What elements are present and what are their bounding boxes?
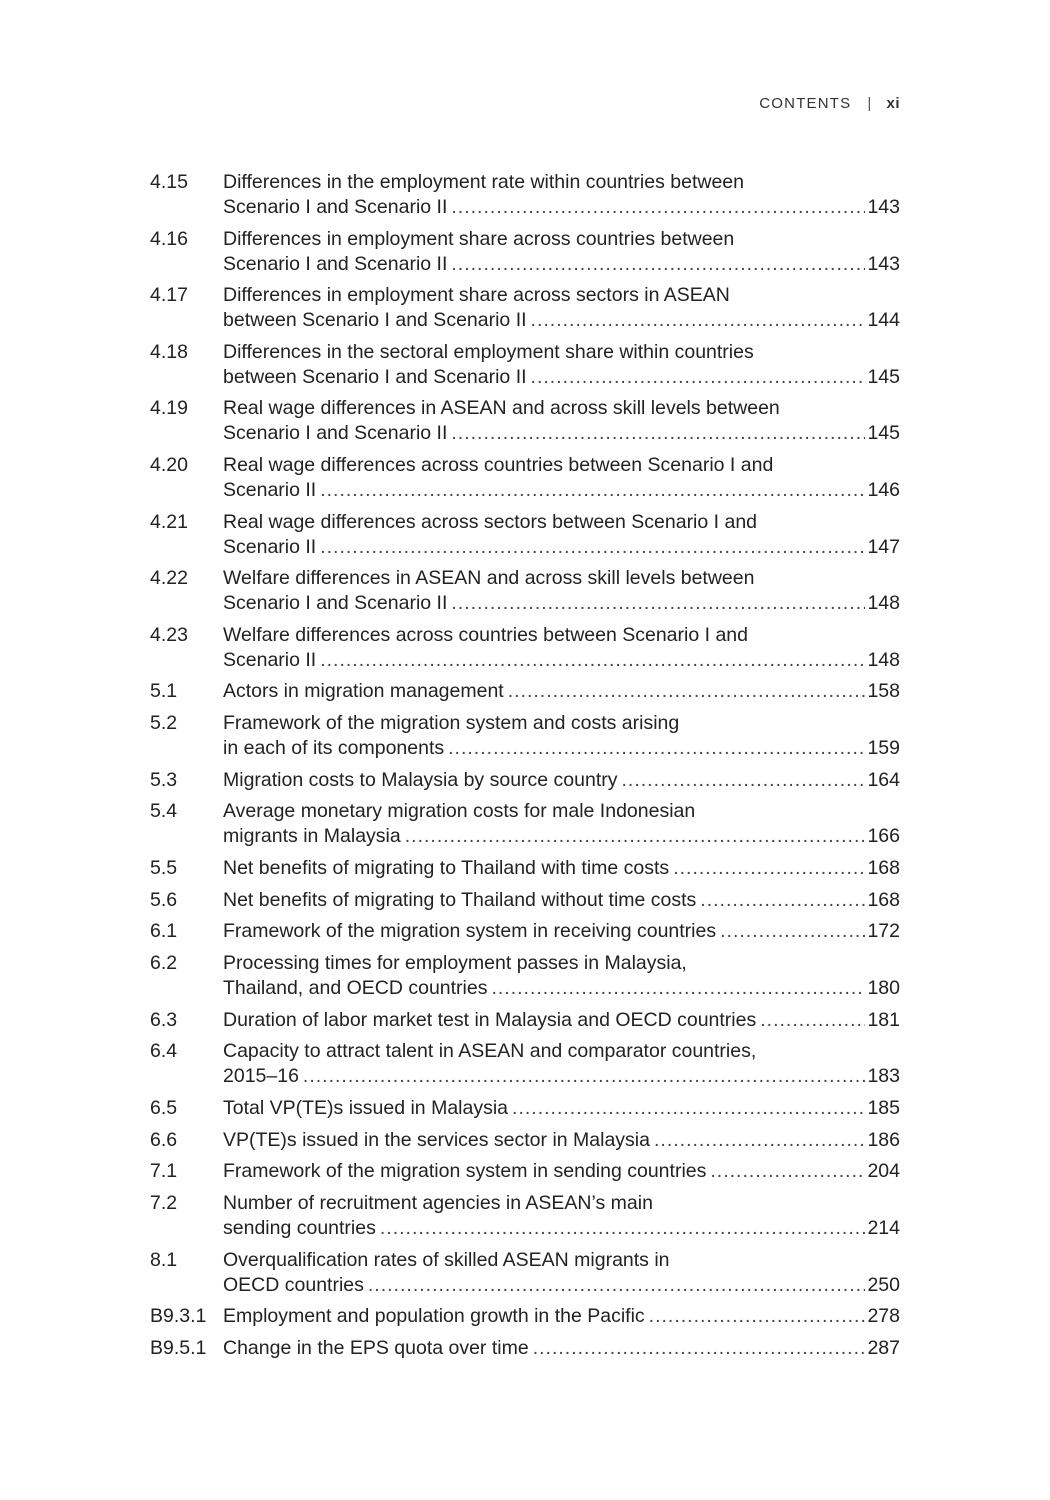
figure-title-text: Migration costs to Malaysia by source country: [223, 768, 618, 791]
figure-title-last-line: [223, 365, 900, 390]
dot-leader: [508, 679, 866, 704]
figure-title-text: OECD countries: [223, 1273, 364, 1296]
figure-number: 5.2: [150, 712, 178, 735]
toc-entry[interactable]: [150, 170, 900, 227]
figure-title-line: Differences in the sectoral employment share within countries: [223, 340, 754, 363]
figure-title-last-line: [223, 1064, 900, 1089]
figure-title-line: Average monetary migration costs for male Indonesian: [223, 800, 696, 823]
dot-leader: [448, 736, 865, 761]
entry-body: [223, 1096, 900, 1128]
figure-title-last-line: [223, 1273, 900, 1298]
page-reference[interactable]: 181: [867, 1008, 900, 1031]
dot-leader: [405, 824, 866, 849]
page-reference[interactable]: 164: [867, 768, 900, 791]
figure-title-last-line: [223, 919, 900, 944]
dot-leader: [531, 365, 866, 390]
dot-leader: [303, 1064, 866, 1089]
page-reference[interactable]: 278: [867, 1305, 900, 1328]
toc-entry[interactable]: [150, 1159, 900, 1191]
toc-entry[interactable]: [150, 510, 900, 567]
page-reference[interactable]: 186: [867, 1128, 900, 1151]
entry-body: [223, 340, 900, 397]
entry-body: [223, 1191, 900, 1248]
figure-title-last-line: [223, 976, 900, 1001]
page-reference[interactable]: 144: [867, 309, 900, 332]
figure-number: 6.4: [150, 1040, 178, 1063]
dot-leader: [649, 1304, 866, 1329]
page-reference[interactable]: 146: [867, 478, 900, 501]
figure-number: 6.3: [150, 1008, 178, 1031]
figure-number: 4.20: [150, 453, 188, 476]
toc-entry[interactable]: [150, 1008, 900, 1040]
figure-title-last-line: [223, 1159, 900, 1184]
figure-number: 6.6: [150, 1128, 178, 1151]
entry-body: [223, 1336, 900, 1368]
figure-number: 4.19: [150, 397, 188, 420]
dot-leader: [531, 308, 866, 333]
toc-entry[interactable]: [150, 1191, 900, 1248]
entry-body: [223, 1248, 900, 1305]
figure-title-last-line: [223, 679, 900, 704]
figure-title-line: Welfare differences across countries between Scenario I and: [223, 623, 748, 646]
figure-title-last-line: [223, 1216, 900, 1241]
page-reference[interactable]: 250: [867, 1273, 900, 1296]
entry-body: [223, 170, 900, 227]
figure-number: 6.5: [150, 1096, 178, 1119]
list-of-figures: [150, 170, 900, 1367]
figure-title-text: Duration of labor market test in Malaysia and OECD countries: [223, 1008, 757, 1031]
dot-leader: [491, 976, 865, 1001]
figure-number: 5.6: [150, 888, 178, 911]
figure-title-text: Change in the EPS quota over time: [223, 1336, 529, 1359]
toc-entry[interactable]: [150, 283, 900, 340]
figure-title-last-line: [223, 1336, 900, 1361]
dot-leader: [380, 1216, 866, 1241]
figure-title-line: Differences in employment share across sectors in ASEAN: [223, 284, 730, 307]
figure-title-text: Scenario II: [223, 648, 317, 671]
figure-title-text: Thailand, and OECD countries: [223, 976, 488, 999]
page-reference[interactable]: 145: [867, 365, 900, 388]
page-reference[interactable]: 185: [867, 1096, 900, 1119]
figure-title-line: Real wage differences across countries between Scenario I and: [223, 453, 774, 476]
figure-title-line: Real wage differences in ASEAN and across skill levels between: [223, 397, 780, 420]
dot-leader: [700, 888, 865, 913]
figure-title-text: migrants in Malaysia: [223, 825, 401, 848]
figure-title-text: between Scenario I and Scenario II: [223, 309, 527, 332]
figure-title-text: sending countries: [223, 1216, 376, 1239]
toc-entry[interactable]: [150, 453, 900, 510]
figure-number: 8.1: [150, 1248, 178, 1271]
entry-body: [223, 1304, 900, 1336]
figure-number: 7.1: [150, 1160, 178, 1183]
figure-title-last-line: [223, 195, 900, 220]
entry-body: [223, 1039, 900, 1096]
figure-title-last-line: [223, 648, 900, 673]
page-reference[interactable]: 166: [867, 825, 900, 848]
page-reference[interactable]: 159: [867, 737, 900, 760]
figure-number: 5.5: [150, 856, 178, 879]
figure-title-text: Framework of the migration system in receiving countries: [223, 920, 717, 943]
figure-title-text: Employment and population growth in the Pacific: [223, 1305, 645, 1328]
entry-body: [223, 888, 900, 920]
figure-title-text: in each of its components: [223, 737, 445, 760]
figure-number: 4.22: [150, 567, 188, 590]
figure-number: 6.1: [150, 920, 178, 943]
dot-leader: [720, 919, 865, 944]
running-header: [759, 95, 900, 112]
figure-title-line: Real wage differences across sectors between Scenario I and: [223, 510, 758, 533]
figure-title-text: Framework of the migration system in sending countries: [223, 1160, 707, 1183]
page-reference[interactable]: 172: [867, 920, 900, 943]
toc-entry[interactable]: [150, 799, 900, 856]
figure-title-last-line: [223, 308, 900, 333]
toc-entry[interactable]: [150, 679, 900, 711]
figure-title-line: Differences in employment share across countries between: [223, 227, 735, 250]
entry-body: [223, 283, 900, 340]
figure-number: 4.18: [150, 340, 188, 363]
figure-number: 4.23: [150, 623, 188, 646]
toc-entry[interactable]: [150, 1304, 900, 1336]
figure-title-line: Overqualification rates of skilled ASEAN migrants in: [223, 1248, 670, 1271]
figure-title-text: Net benefits of migrating to Thailand with time costs: [223, 856, 670, 879]
entry-body: [223, 799, 900, 856]
dot-leader: [451, 195, 865, 220]
figure-number: 4.17: [150, 284, 188, 307]
figure-title-last-line: [223, 252, 900, 277]
page-number: xi: [886, 95, 900, 112]
entry-body: [223, 679, 900, 711]
toc-entry[interactable]: [150, 1336, 900, 1368]
toc-entry[interactable]: [150, 566, 900, 623]
entry-body: [223, 1128, 900, 1160]
toc-entry[interactable]: [150, 1039, 900, 1096]
figure-title-text: between Scenario I and Scenario II: [223, 365, 527, 388]
figure-title-last-line: [223, 736, 900, 761]
dot-leader: [451, 252, 865, 277]
page-reference[interactable]: 168: [867, 856, 900, 879]
figure-title-last-line: [223, 535, 900, 560]
figure-title-last-line: [223, 888, 900, 913]
toc-entry[interactable]: [150, 1096, 900, 1128]
dot-leader: [451, 591, 865, 616]
toc-entry[interactable]: [150, 919, 900, 951]
header-separator: |: [867, 95, 873, 112]
page-reference[interactable]: 148: [867, 592, 900, 615]
dot-leader: [320, 478, 865, 503]
dot-leader: [320, 648, 865, 673]
dot-leader: [760, 1008, 865, 1033]
toc-entry[interactable]: [150, 1128, 900, 1160]
page-reference[interactable]: 287: [867, 1336, 900, 1359]
toc-entry[interactable]: [150, 227, 900, 284]
figure-title-text: Scenario I and Scenario II: [223, 592, 448, 615]
figure-number: B9.5.1: [150, 1336, 207, 1359]
figure-title-line: Processing times for employment passes in Malaysia,: [223, 951, 687, 974]
dot-leader: [622, 768, 866, 793]
entry-body: [223, 1159, 900, 1191]
figure-number: 4.21: [150, 510, 188, 533]
figure-title-text: 2015–16: [223, 1065, 299, 1088]
page-reference[interactable]: 168: [867, 888, 900, 911]
entry-body: [223, 566, 900, 623]
toc-entry[interactable]: [150, 768, 900, 800]
figure-title-last-line: [223, 478, 900, 503]
page-reference[interactable]: 183: [867, 1065, 900, 1088]
page-reference[interactable]: 204: [867, 1160, 900, 1183]
figure-title-last-line: [223, 1008, 900, 1033]
toc-entry[interactable]: [150, 623, 900, 680]
toc-entry[interactable]: [150, 856, 900, 888]
entry-body: [223, 919, 900, 951]
figure-title-text: Net benefits of migrating to Thailand without time costs: [223, 888, 697, 911]
figure-title-text: Scenario I and Scenario II: [223, 196, 448, 218]
dot-leader: [512, 1096, 865, 1121]
figure-title-last-line: [223, 856, 900, 881]
figure-title-text: Actors in migration management: [223, 680, 504, 703]
figure-title-line: Welfare differences in ASEAN and across skill levels between: [223, 567, 755, 590]
figure-title-text: Scenario I and Scenario II: [223, 422, 448, 445]
entry-body: [223, 510, 900, 567]
page-reference[interactable]: 145: [867, 422, 900, 445]
section-title: CONTENTS: [759, 95, 852, 112]
entry-body: [223, 768, 900, 800]
figure-title-last-line: [223, 768, 900, 793]
figure-title-line: Framework of the migration system and costs arising: [223, 712, 680, 735]
toc-entry[interactable]: [150, 951, 900, 1008]
figure-title-line: Capacity to attract talent in ASEAN and comparator countries,: [223, 1040, 757, 1063]
figure-title-line: Differences in the employment rate within countries between: [223, 171, 744, 193]
figure-number: B9.3.1: [150, 1305, 207, 1328]
figure-title-text: Total VP(TE)s issued in Malaysia: [223, 1096, 509, 1119]
toc-entry[interactable]: [150, 888, 900, 920]
toc-entry[interactable]: [150, 396, 900, 453]
figure-title-text: Scenario I and Scenario II: [223, 252, 448, 275]
figure-title-last-line: [223, 1096, 900, 1121]
dot-leader: [320, 535, 865, 560]
figure-title-text: Scenario II: [223, 478, 317, 501]
entry-body: [223, 227, 900, 284]
page-reference[interactable]: 143: [867, 196, 900, 218]
figure-number: 5.3: [150, 768, 178, 791]
entry-body: [223, 856, 900, 888]
figure-number: 7.2: [150, 1191, 178, 1214]
toc-entry[interactable]: [150, 711, 900, 768]
figure-title-text: Scenario II: [223, 535, 317, 558]
figure-number: 4.16: [150, 227, 188, 250]
figure-title-last-line: [223, 1304, 900, 1329]
figure-number: 5.1: [150, 680, 178, 703]
figure-title-last-line: [223, 591, 900, 616]
entry-body: [223, 453, 900, 510]
figure-number: 5.4: [150, 800, 178, 823]
page-reference[interactable]: 158: [867, 680, 900, 703]
figure-title-line: Number of recruitment agencies in ASEAN’s main: [223, 1191, 653, 1214]
page-reference[interactable]: 143: [867, 252, 900, 275]
entry-body: [223, 1008, 900, 1040]
dot-leader: [451, 421, 865, 446]
figure-title-last-line: [223, 1128, 900, 1153]
toc-entry[interactable]: [150, 340, 900, 397]
figure-title-last-line: [223, 421, 900, 446]
toc-entry[interactable]: [150, 1248, 900, 1305]
page-reference[interactable]: 214: [867, 1216, 900, 1239]
dot-leader: [654, 1128, 865, 1153]
entry-body: [223, 623, 900, 680]
dot-leader: [673, 856, 865, 881]
entry-body: [223, 711, 900, 768]
entry-body: [223, 396, 900, 453]
page-reference[interactable]: 148: [867, 648, 900, 671]
entry-body: [223, 951, 900, 1008]
figure-title-last-line: [223, 824, 900, 849]
dot-leader: [368, 1273, 866, 1298]
dot-leader: [533, 1336, 866, 1361]
figure-title-text: VP(TE)s issued in the services sector in Malaysia: [223, 1128, 650, 1151]
figure-number: 6.2: [150, 951, 178, 974]
figure-number: 4.15: [150, 171, 188, 193]
page-reference[interactable]: 147: [867, 535, 900, 558]
page-reference[interactable]: 180: [867, 976, 900, 999]
dot-leader: [710, 1159, 865, 1184]
